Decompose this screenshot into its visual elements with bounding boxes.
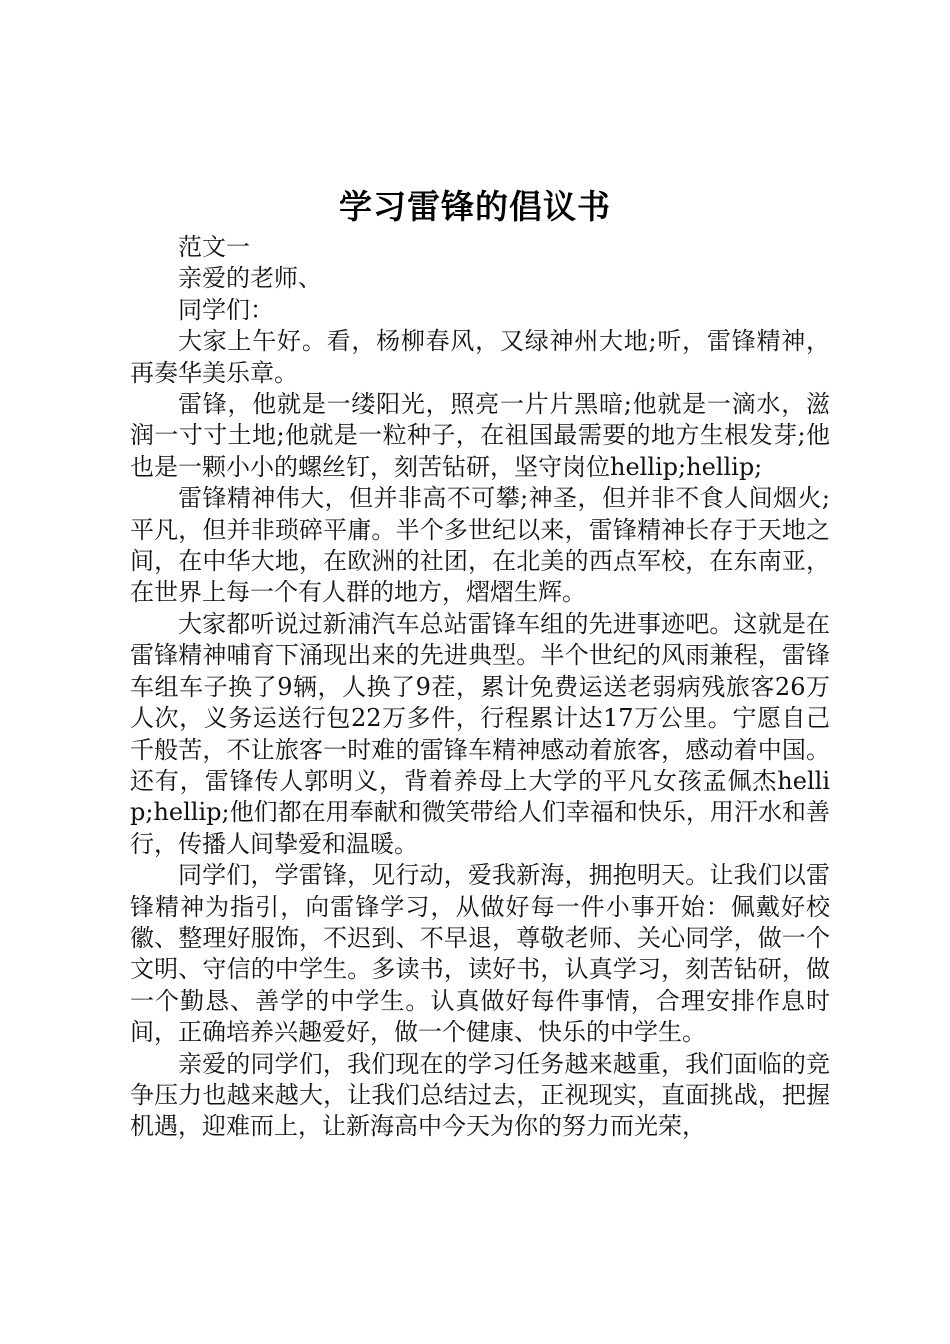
document-body xyxy=(130,232,830,1143)
paragraph-leifeng-spirit: 雷锋精神伟大，但并非高不可攀;神圣，但并非不食人间烟火;平凡，但并非琐碎平庸。半个多世纪以来，雷锋精神长存于天地之间，在中华大地，在欧洲的社团，在北美的西点军校，在东南亚，在世界上每一个有人群的地方，熠熠生辉。 xyxy=(130,484,830,607)
paragraph-closing: 亲爱的同学们，我们现在的学习任务越来越重，我们面临的竞争压力也越来越大，让我们总结过去，正视现实，直面挑战，把握机遇，迎难而上，让新海高中今天为你的努力而光荣， xyxy=(130,1049,830,1141)
document-title: 学习雷锋的倡议书 xyxy=(339,187,611,226)
paragraph-leifeng-metaphors: 雷锋，他就是一缕阳光，照亮一片片黑暗;他就是一滴水，滋润一寸寸土地;他就是一粒种子，在祖国最需要的地方生根发芽;他也是一颗小小的螺丝钉，刻苦钻研，坚守岗位hellip;hellip; xyxy=(130,390,830,481)
paragraph-salutation-teachers: 亲爱的老师、 xyxy=(178,264,322,293)
paragraph-greeting: 大家上午好。看，杨柳春风，又绿神州大地;听，雷锋精神，再奏华美乐章。 xyxy=(130,327,830,387)
paragraph-examples: 大家都听说过新浦汽车总站雷锋车组的先进事迹吧。这就是在雷锋精神哺育下涌现出来的先进典型。半个世纪的风雨兼程，雷锋车组车子换了9辆，人换了9茬，累计免费运送老弱病残旅客26万人次，义务运送行包22万多件，行程累计达17万公里。宁愿自己千般苦，不让旅客一时难的雷锋车精神感动着旅客，感动着中国。还有，雷锋传人郭明义，背着养母上大学的平凡女孩孟佩杰hellip;hellip;他们都在用奉献和微笑带给人们幸福和快乐，用汗水和善行，传播人间挚爱和温暖。 xyxy=(130,609,830,858)
paragraph-salutation-students: 同学们： xyxy=(178,295,274,324)
paragraph-salutation-sample: 范文一 xyxy=(178,233,250,261)
paragraph-call-to-action: 同学们，学雷锋，见行动，爱我新海，拥抱明天。让我们以雷锋精神为指引，向雷锋学习，从做好每一件小事开始：佩戴好校徽、整理好服饰，不迟到、不早退，尊敬老师、关心同学，做一个文明、守信的中学生。多读书，读好书，认真学习，刻苦钻研，做一个勤恳、善学的中学生。认真做好每件事情，合理安排作息时间，正确培养兴趣爱好，做一个健康、快乐的中学生。 xyxy=(130,861,830,1047)
